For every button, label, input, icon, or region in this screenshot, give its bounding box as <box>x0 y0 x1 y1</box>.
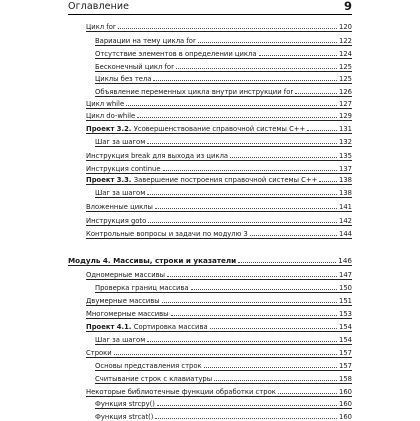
toc-entry <box>86 171 352 184</box>
toc-entry <box>95 279 352 292</box>
toc-entry-label: Основы представления строк <box>95 362 202 370</box>
dot-leader <box>198 41 337 43</box>
dot-leader <box>191 288 337 290</box>
toc-entry-label: Объявление переменных цикла внутри инструкции for <box>95 88 294 96</box>
toc-page-number: 157 <box>339 362 352 370</box>
toc-entry-label: Цикл while <box>86 100 125 108</box>
toc-page-number: 137 <box>339 165 352 173</box>
toc-entry-label <box>86 323 208 331</box>
header-rule <box>68 14 352 15</box>
toc-entry <box>95 45 352 58</box>
toc-entry-label: Модуль 4. Массивы, строки и указатели <box>68 256 237 265</box>
toc-entry <box>86 225 352 238</box>
toc-page-number: 122 <box>339 37 352 45</box>
dot-leader <box>167 275 337 277</box>
toc-page-number: 150 <box>339 284 352 292</box>
dot-leader <box>210 327 337 329</box>
dot-leader <box>147 193 337 195</box>
toc-page-number: 146 <box>338 256 352 265</box>
dot-leader <box>307 129 337 131</box>
toc-entry-label: Проверка границ массива <box>95 284 189 292</box>
toc-page-number: 154 <box>339 323 352 331</box>
toc-entry-label: Шаг за шагом <box>95 336 146 344</box>
toc-page-number: 120 <box>339 23 352 31</box>
toc-entry <box>86 18 352 31</box>
toc-page-number: 126 <box>339 88 352 96</box>
dot-leader <box>238 261 336 263</box>
toc-entry <box>95 370 352 383</box>
toc-entry-label: Функция strcat() <box>95 413 154 421</box>
dot-leader <box>155 207 337 209</box>
toc-entry-label: Инструкция goto <box>86 217 147 225</box>
toc-entry-label: Считывание строк с клавиатуры <box>95 375 213 383</box>
toc-page-number: 129 <box>339 112 352 120</box>
toc-entry-label: Инструкция break для выхода из цикла <box>86 152 229 160</box>
toc-page-number: 160 <box>339 388 352 396</box>
toc-entry <box>86 198 352 211</box>
dot-leader <box>250 234 337 236</box>
toc-entry-label: Циклы без тела <box>95 75 152 83</box>
toc-page-number: 160 <box>339 413 352 421</box>
dot-leader <box>155 417 337 419</box>
toc-page-number: 138 <box>339 176 352 184</box>
dot-leader <box>148 221 337 223</box>
dot-leader <box>126 104 337 106</box>
toc-entry <box>86 107 352 120</box>
toc-project-number: Проект 3.3. <box>86 176 134 184</box>
toc-page-number: 153 <box>339 310 352 318</box>
toc-project-title: Сортировка массива <box>133 323 208 331</box>
toc-entry-label: Цикл do-while <box>86 112 136 120</box>
dot-leader <box>153 79 337 81</box>
toc-entry-label: Двумерные массивы <box>86 297 160 305</box>
dot-leader <box>176 67 337 69</box>
toc-project-title: Усовершенствование справочной системы C++ <box>133 125 306 133</box>
toc-entry <box>95 32 352 45</box>
toc-page-number: 154 <box>339 336 352 344</box>
toc-entry <box>95 184 352 197</box>
toc-entry-label: Функция strcpy() <box>95 400 155 408</box>
toc-entry-label: Многомерные массивы <box>86 310 169 318</box>
toc-page-number: 124 <box>339 50 352 58</box>
toc-entry <box>95 357 352 370</box>
toc-page-number: 158 <box>339 375 352 383</box>
dot-leader <box>278 392 337 394</box>
toc-page-number: 141 <box>339 203 352 211</box>
toc-project-number: Проект 3.2. <box>86 125 134 133</box>
dot-leader <box>162 301 337 303</box>
toc-page-number: 151 <box>339 297 352 305</box>
dot-leader <box>295 92 337 94</box>
toc-entry <box>86 344 352 357</box>
toc-entry-label: Строки <box>86 349 112 357</box>
toc-entry-label: Некоторые библиотечные функции обработки строк <box>86 388 276 396</box>
toc-entry <box>86 120 352 133</box>
toc-entry <box>95 331 352 344</box>
toc-chapter-heading <box>68 252 352 265</box>
toc-page-number: 142 <box>339 217 352 225</box>
toc-entry-label: Бесконечный цикл for <box>95 63 174 71</box>
toc-page-number: 125 <box>339 63 352 71</box>
toc-page-number: 144 <box>339 230 352 238</box>
dot-leader <box>259 54 337 56</box>
dot-leader <box>171 314 337 316</box>
dot-leader <box>147 142 337 144</box>
toc-entry <box>95 133 352 146</box>
dot-leader <box>114 353 337 355</box>
toc-entry-label: Контрольные вопросы и задачи по модулю 3 <box>86 230 248 238</box>
toc-entry-label: Отсутствие элементов в определении цикла <box>95 50 257 58</box>
dot-leader <box>118 27 337 29</box>
toc-page-number: 132 <box>339 138 352 146</box>
toc-page-number: 157 <box>339 349 352 357</box>
dot-leader <box>319 180 337 182</box>
dot-leader <box>214 379 337 381</box>
page-number: 9 <box>344 0 353 13</box>
toc-entry-label: Вложенные циклы <box>86 203 153 211</box>
toc-page-number: 138 <box>339 189 352 197</box>
toc-entry <box>86 305 352 318</box>
toc-entry <box>95 408 352 421</box>
toc-page-number: 127 <box>339 100 352 108</box>
toc-project-number: Проект 4.1. <box>86 323 134 331</box>
toc-entry-label: Вариации на тему цикла for <box>95 37 196 45</box>
toc-entry-label <box>86 176 317 184</box>
toc-page-number: 160 <box>339 400 352 408</box>
toc-entry-label: Шаг за шагом <box>95 189 146 197</box>
toc-entry-label: Шаг за шагом <box>95 138 146 146</box>
toc-entry-label: Одномерные массивы <box>86 271 165 279</box>
toc-entry-label: Цикл for <box>86 23 116 31</box>
toc-entry-label: Инструкция continue <box>86 165 161 173</box>
toc-entry <box>86 318 352 331</box>
row-underline <box>86 238 352 239</box>
toc-page-number: 147 <box>339 271 352 279</box>
toc-page-number: 125 <box>339 75 352 83</box>
toc-entry <box>95 395 352 408</box>
dot-leader <box>147 340 337 342</box>
toc-page-number: 135 <box>339 152 352 160</box>
running-header-title: Оглавление <box>68 1 130 12</box>
dot-leader <box>157 404 337 406</box>
toc-entry <box>95 70 352 83</box>
toc-entry <box>86 292 352 305</box>
toc-entry <box>86 147 352 160</box>
toc-entry <box>86 212 352 225</box>
toc-project-title: Завершение построения справочной системы C++ <box>133 176 318 184</box>
dot-leader <box>230 156 337 158</box>
toc-page-number: 131 <box>339 125 352 133</box>
dot-leader <box>204 366 337 368</box>
toc-entry-label <box>86 125 305 133</box>
dot-leader <box>137 116 337 118</box>
toc-entry <box>86 266 352 279</box>
